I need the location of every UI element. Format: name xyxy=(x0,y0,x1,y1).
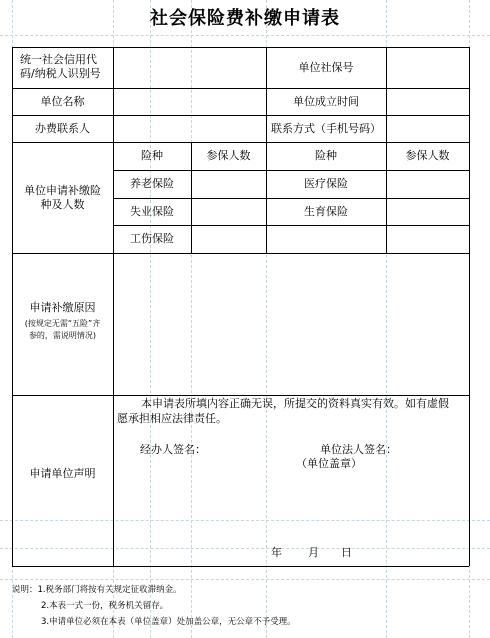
declaration-text-line1: 本申请表所填内容正确无误，所提交的资料真实有效。如有虚假 xyxy=(141,397,449,410)
handler-signature-label: 经办人签名： xyxy=(140,443,206,456)
credit-code-label-line1: 统一社会信用代 xyxy=(20,53,97,66)
note-1: 说明：1.税务部门将按有关规定征收滞纳金。 xyxy=(12,585,182,595)
unemployment-count-field[interactable] xyxy=(192,199,266,225)
credit-code-field[interactable] xyxy=(114,48,266,88)
table-right-border xyxy=(469,47,470,566)
reason-label: 申请补缴原因 xyxy=(29,301,96,314)
handler-signature-field[interactable] xyxy=(205,442,295,458)
declaration-text-line2: 愿承担相应法律责任。 xyxy=(117,412,227,425)
reason-hint-line1: (按规定无需“五险”齐 xyxy=(24,319,101,328)
col-header-type-2: 险种 xyxy=(315,149,337,162)
medical-insurance-label: 医疗保险 xyxy=(304,177,348,190)
unit-social-no-field[interactable] xyxy=(387,48,469,88)
unit-name-field[interactable] xyxy=(114,89,266,115)
col-header-type: 险种 xyxy=(141,149,163,162)
maternity-insurance-label: 生育保险 xyxy=(304,205,348,218)
insurance-section-label-line1: 单位申请补缴险 xyxy=(24,184,101,197)
reason-hint-line2: 参的，需说明情况) xyxy=(28,331,97,340)
unemployment-insurance-label: 失业保险 xyxy=(130,205,174,218)
note-2: 2.本表一式一份，税务机关留存。 xyxy=(41,601,169,611)
unit-established-label: 单位成立时间 xyxy=(293,95,359,108)
injury-count-field[interactable] xyxy=(192,226,266,253)
injury-insurance-label: 工伤保险 xyxy=(130,232,174,245)
contact-phone-field[interactable] xyxy=(387,116,469,142)
col-header-count: 参保人数 xyxy=(206,149,251,162)
table-bottom-border xyxy=(12,566,469,567)
pension-count-field[interactable] xyxy=(192,171,266,198)
unit-name-label: 单位名称 xyxy=(40,95,85,108)
pension-insurance-label: 养老保险 xyxy=(130,177,174,190)
form-title: 社会保险费补缴申请表 xyxy=(150,8,340,29)
unit-social-no-label: 单位社保号 xyxy=(298,61,354,74)
credit-code-label-line2: 码/纳税人识别号 xyxy=(20,67,101,80)
medical-count-field[interactable] xyxy=(387,171,469,198)
contact-phone-label: 联系方式（手机号码） xyxy=(271,122,381,135)
date-day-label: 日 xyxy=(341,546,352,559)
contact-person-field[interactable] xyxy=(114,116,266,142)
maternity-count-field[interactable] xyxy=(387,199,469,225)
legal-rep-signature-label: 单位法人签名： xyxy=(320,443,397,456)
contact-person-label: 办费联系人 xyxy=(35,122,90,135)
legal-rep-signature-field[interactable] xyxy=(400,442,468,458)
declaration-label: 申请单位声明 xyxy=(29,467,96,480)
unit-established-field[interactable] xyxy=(387,89,469,115)
insurance-section-label-line2: 种及人数 xyxy=(40,198,85,211)
unit-seal-label: （单位盖章） xyxy=(296,457,362,470)
date-month-label: 月 xyxy=(308,546,319,559)
col-header-count-2: 参保人数 xyxy=(405,149,450,162)
reason-field[interactable] xyxy=(114,254,469,395)
date-year-label: 年 xyxy=(271,546,282,559)
note-3: 3.申请单位必须在本表（单位盖章）处加盖公章，无公章不予受理。 xyxy=(41,617,296,627)
